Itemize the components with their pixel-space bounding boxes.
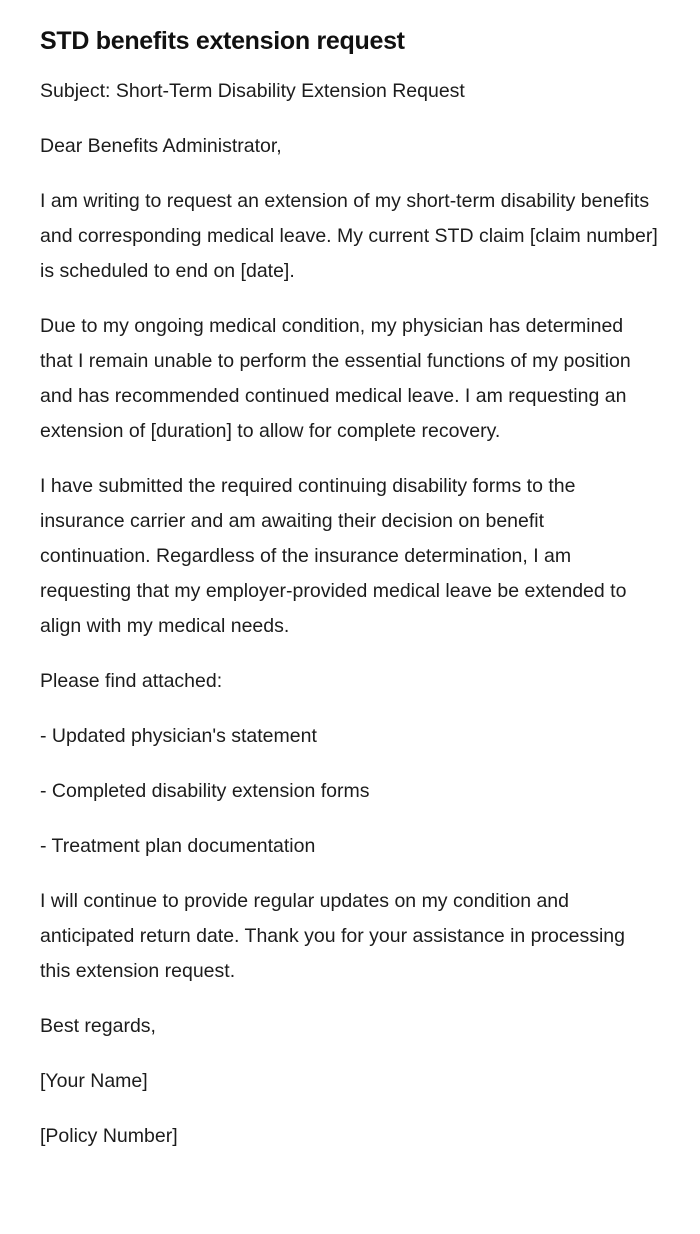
attachment-item: - Treatment plan documentation: [40, 835, 316, 857]
policy-number-placeholder: [Policy Number]: [40, 1125, 178, 1147]
closing-paragraph: I will continue to provide regular updates on my condition and anticipated return date. Thank you for your assistance in processing this extension request.: [40, 890, 625, 982]
salutation: Dear Benefits Administrator,: [40, 135, 282, 157]
attachment-item: - Updated physician's statement: [40, 725, 317, 747]
body-paragraph: I am writing to request an extension of my short-term disability benefits and corresponding medical leave. My current STD claim [claim number] is scheduled to end on [date].: [40, 190, 658, 282]
subject-line: Subject: Short-Term Disability Extension Request: [40, 80, 465, 102]
name-placeholder: [Your Name]: [40, 1070, 148, 1092]
sign-off: Best regards,: [40, 1015, 156, 1037]
attachment-item: - Completed disability extension forms: [40, 780, 370, 802]
document-title: STD benefits extension request: [40, 27, 405, 55]
attachments-intro: Please find attached:: [40, 670, 223, 692]
body-paragraph: I have submitted the required continuing disability forms to the insurance carrier and am awaiting their decision on benefit continuation. Regardless of the insurance determination, I am requesting that my employer-provided medical leave be extended to align with my medical needs.: [40, 475, 627, 637]
body-paragraph: Due to my ongoing medical condition, my physician has determined that I remain unable to perform the essential functions of my position and has recommended continued medical leave. I am requesting an extension of [duration] to allow for complete recovery.: [40, 315, 631, 442]
